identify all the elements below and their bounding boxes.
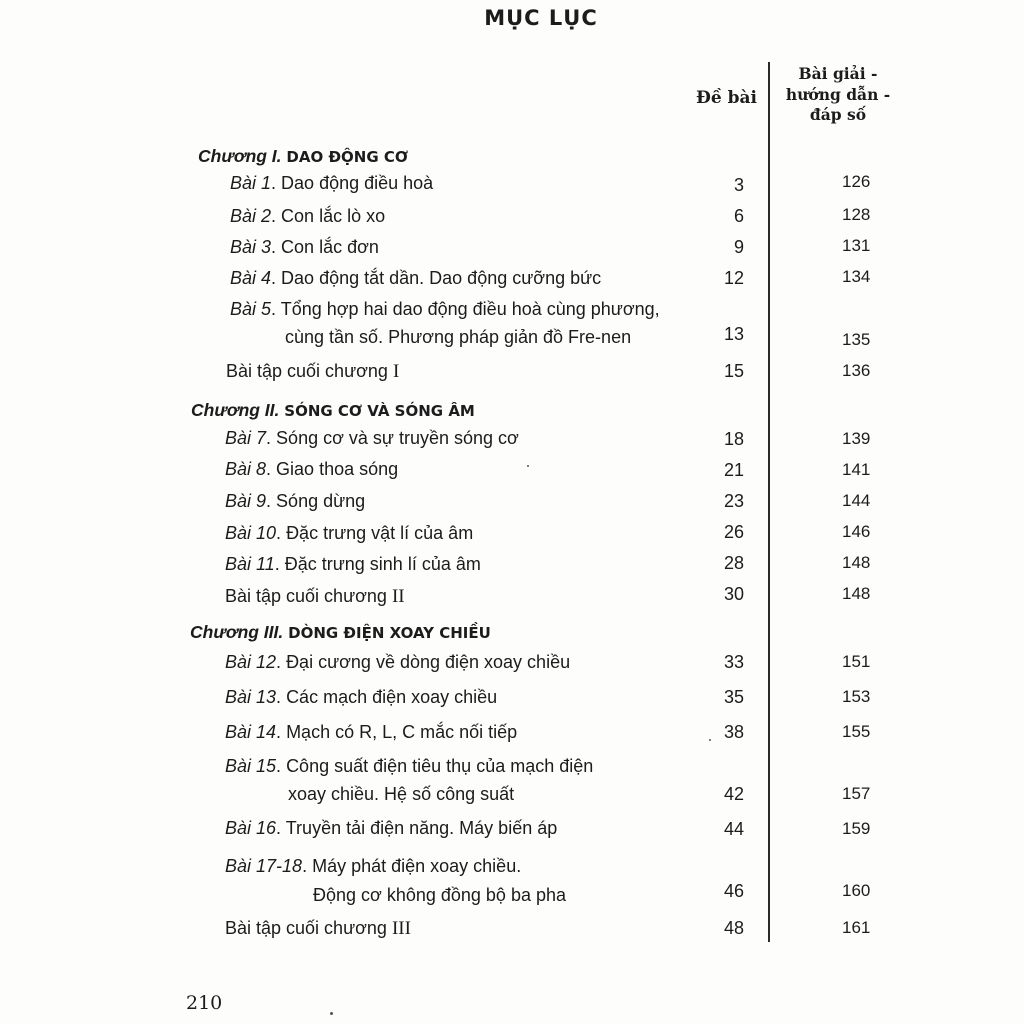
scan-speck [527,465,529,467]
lesson-title: Truyền tải điện năng. Máy biến áp [285,818,558,838]
problem-page: 26 [723,522,744,542]
lesson-number: Bài 2 [230,206,272,226]
toc-entry[interactable]: Bài 16. Truyền tải điện năng. Máy biến áp [225,818,558,838]
lesson-title: Mạch có R, L, C mắc nối tiếp [286,722,518,742]
lesson-title: Con lắc lò xo [281,206,386,226]
problem-page: 18 [723,429,744,449]
scan-speck [330,1012,333,1015]
lesson-title: Các mạch điện xoay chiều [286,687,498,707]
solution-page: 155 [842,722,871,741]
problem-page: 44 [723,819,744,839]
page-number: 210 [186,992,223,1014]
column-header-solutions-line: đáp số [809,105,867,124]
lesson-title: Sóng cơ và sự truyền sóng cơ [276,428,519,448]
lesson-title: Dao động điều hoà [281,173,434,193]
problem-page: 6 [733,206,744,226]
lesson-title: Đặc trưng vật lí của âm [286,523,474,543]
lesson-number: Bài 4 [230,268,272,288]
lesson-number: Bài 1 [230,173,272,193]
problem-page: 35 [723,687,744,707]
toc-entry[interactable]: Bài 3. Con lắc đơn [230,237,379,257]
lesson-number: Bài 3 [230,237,272,257]
solution-page: 126 [842,172,871,191]
problem-page: 28 [723,553,744,573]
problem-page: 23 [723,491,744,511]
problem-page: 42 [723,784,744,804]
solution-page: 157 [842,784,871,803]
chapter-title: DAO ĐỘNG CƠ [286,148,408,166]
solution-page: 151 [842,652,871,671]
toc-entry[interactable]: Bài 11. Đặc trưng sinh lí của âm [225,554,481,574]
lesson-number: Bài 14 [225,722,277,742]
column-divider [768,62,770,942]
problem-page: 13 [723,324,744,344]
lesson-title: Công suất điện tiêu thụ của mạch điện [286,756,594,776]
solution-page: 128 [842,205,871,224]
toc-entry[interactable]: Bài 12. Đại cương về dòng điện xoay chiều [225,652,571,672]
toc-entry[interactable]: Bài 15. Công suất điện tiêu thụ của mạch điện xoay chiều. Hệ số công suất [225,752,593,808]
toc-entry[interactable]: Bài 2. Con lắc lò xo [230,206,386,226]
toc-entry-exercise[interactable] [225,586,405,608]
chapter-label: Chương III. [190,622,284,642]
lesson-number: Bài 11 [225,554,275,574]
lesson-number: Bài 17-18 [225,856,303,876]
lesson-title: Dao động tắt dần. Dao động cưỡng bức [281,268,602,288]
lesson-title: Đặc trưng sinh lí của âm [284,554,481,574]
scan-speck [709,739,711,741]
lesson-title-continued: Động cơ không đồng bộ ba pha [313,885,567,905]
lesson-number: Bài 9 [225,491,267,511]
solution-page: 134 [842,267,871,286]
problem-page: 46 [723,881,744,901]
problem-page: 38 [723,722,744,742]
chapter-label: Chương I. [198,146,282,166]
problem-page: 9 [733,237,744,257]
column-header-problems: Đề bài [696,88,757,108]
exercise-title: Bài tập cuối chương [226,361,388,381]
chapter-title: SÓNG CƠ VÀ SÓNG ÂM [284,402,475,420]
problem-page: 30 [723,584,744,604]
solution-page: 144 [842,491,871,510]
lesson-title: Sóng dừng [276,491,366,511]
lesson-title: Giao thoa sóng [276,459,399,479]
toc-entry[interactable]: Bài 13. Các mạch điện xoay chiều [225,687,498,707]
toc-entry[interactable]: Bài 10. Đặc trưng vật lí của âm [225,523,474,543]
exercise-title: Bài tập cuối chương [225,586,387,606]
toc-entry[interactable]: Bài 1. Dao động điều hoà [230,173,434,193]
toc-entry[interactable]: Bài 8. Giao thoa sóng [225,459,399,479]
problem-page: 15 [723,361,744,381]
solution-page: 153 [842,687,871,706]
toc-entry[interactable]: Bài 5. Tổng hợp hai dao động điều hoà cùng phương, cùng tần số. Phương pháp giản đồ Fre-nen [230,295,660,351]
lesson-number: Bài 15 [225,756,277,776]
lesson-number: Bài 5 [230,299,272,319]
lesson-title-continued: xoay chiều. Hệ số công suất [288,784,515,804]
toc-entry[interactable]: Bài 4. Dao động tắt dần. Dao động cưỡng bức [230,268,602,288]
solution-page: 159 [842,819,871,838]
lesson-title: Tổng hợp hai dao động điều hoà cùng phương, [280,299,660,319]
lesson-title: Máy phát điện xoay chiều. [312,856,522,876]
lesson-title: Con lắc đơn [281,237,379,257]
lesson-title: Đại cương về dòng điện xoay chiều [286,652,571,672]
lesson-number: Bài 16 [225,818,277,838]
solution-page: 136 [842,361,871,380]
solution-page: 161 [842,918,871,937]
lesson-number: Bài 7 [225,428,267,448]
solution-page: 139 [842,429,871,448]
lesson-number: Bài 10 [225,523,277,543]
column-header-solutions-line: Bài giải - [798,64,878,83]
toc-entry[interactable]: Bài 17-18. Máy phát điện xoay chiều. Động cơ không đồng bộ ba pha [225,852,566,910]
exercise-chapter-numeral: II [391,586,405,607]
chapter-title: DÒNG ĐIỆN XOAY CHIỀU [288,624,491,642]
problem-page: 33 [723,652,744,672]
problem-page: 12 [723,268,744,288]
lesson-number: Bài 12 [225,652,277,672]
solution-page: 146 [842,522,871,541]
lesson-title-continued: cùng tần số. Phương pháp giản đồ Fre-nen [285,327,632,347]
solution-page: 148 [842,553,871,572]
problem-page: 21 [723,460,744,480]
chapter-label: Chương II. [191,400,280,420]
exercise-title: Bài tập cuối chương [225,918,387,938]
solution-page: 141 [842,460,871,479]
solution-page: 131 [842,236,871,255]
toc-entry[interactable]: Bài 9. Sóng dừng [225,491,366,511]
lesson-number: Bài 13 [225,687,277,707]
solution-page: 148 [842,584,871,603]
toc-entry[interactable]: Bài 14. Mạch có R, L, C mắc nối tiếp [225,722,518,742]
chapter-heading [190,622,491,643]
toc-entry-exercise[interactable] [226,361,399,383]
solution-page: 160 [842,881,871,900]
solution-page: 135 [842,330,871,349]
lesson-number: Bài 8 [225,459,267,479]
problem-page: 48 [723,918,744,938]
exercise-chapter-numeral: III [391,918,411,939]
toc-entry[interactable]: Bài 7. Sóng cơ và sự truyền sóng cơ [225,428,519,448]
exercise-chapter-numeral: I [392,361,400,382]
column-header-solutions-line: hướng dẫn - [785,84,891,104]
column-header-solutions [776,64,900,126]
chapter-heading [198,146,408,167]
toc-entry-exercise[interactable] [225,918,411,940]
page-title: MỤC LỤC [484,6,598,30]
problem-page: 3 [733,175,744,195]
chapter-heading [191,400,475,421]
